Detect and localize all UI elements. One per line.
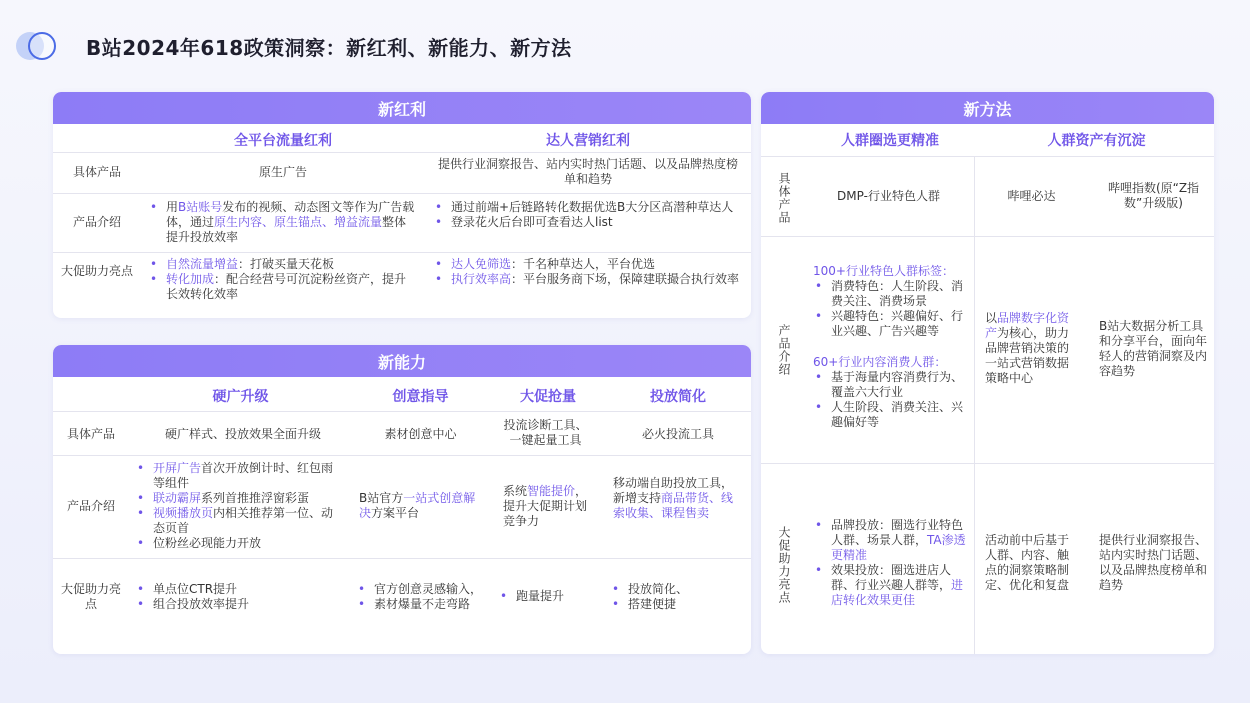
list-item: • 人生阶段、消费关注、兴趣偏好等 [813,400,973,430]
list-item: • 执行效率高：平台服务商下场，保障建联撮合执行效率 [433,272,745,287]
new-method-col2-title: 人群资产有沉淀 [1047,133,1146,149]
list-item: • 通过前端+后链路转化数据优选B大分区高潜种草达人 [433,200,745,215]
new-method-product-col2: 哔哩必达 [1007,189,1056,203]
list-item: • 达人免筛选：千名种草达人，平台优选 [433,257,745,272]
list-item: • 消费特色：人生阶段、消费关注、消费场景 [813,279,973,309]
list-item: • 跑量提升 [498,589,603,604]
new-ability-row-label-intro: 产品介绍 [66,499,115,513]
new-method-highlight-col3: 提供行业洞察报告、站内实时热门话题、以及品牌热度榜单和趋势 [1099,533,1208,592]
new-method-row-label-product: 具体产品 [777,172,791,224]
list-item: • 官方创意灵感输入， [356,582,496,597]
new-method-row-label-intro: 产品介绍 [777,324,791,376]
list-item: • 效果投放：圈选进店人群、行业兴趣人群等，进店转化效果更佳 [813,563,973,608]
new-ability-intro-col2: B站官方一站式创意解决方案平台 [359,491,476,520]
new-method-highlight-col1 [813,518,973,608]
list-item: • 视频播放页内相关推荐第一位、动态页首 [135,506,345,536]
new-bonus-highlight-col2 [433,257,745,287]
new-ability-row-label-highlight: 大促助力亮点 [60,582,121,611]
new-bonus-product-col1: 原生广告 [258,165,307,179]
new-method-product-col1: DMP-行业特色人群 [837,189,940,203]
new-method-card [761,92,1214,654]
list-item: • 基于海量内容消费行为、覆盖六大行业 [813,370,973,400]
new-ability-intro-col3: 系统智能提价，提升大促期计划竞争力 [503,484,588,528]
logo-icon [16,28,60,64]
new-method-intro-col3: B站大数据分析工具和分享平台，面向年轻人的营销洞察及内容趋势 [1099,319,1208,378]
new-bonus-product-col2: 提供行业洞察报告、站内实时热门话题、以及品牌热度榜单和趋势 [437,157,738,186]
new-ability-intro-col4: 移动端自助投放工具，新增支持商品带货、线索收集、课程售卖 [613,476,734,520]
new-ability-product-col1: 硬广样式、投放效果全面升级 [164,427,321,441]
new-ability-highlight-col2 [356,582,496,612]
list-item: • 转化加成：配合经营号可沉淀粉丝资产，提升长效转化效率 [148,272,418,302]
new-ability-intro-col1 [135,461,345,551]
new-bonus-row-label-product: 具体产品 [72,165,121,179]
new-bonus-row-label-highlight: 大促助力亮点 [60,264,133,278]
new-ability-highlight-col1 [135,582,345,612]
new-ability-col4-title: 投放简化 [650,389,706,405]
list-item: • 开屏广告首次开放倒计时、红包雨等组件 [135,461,345,491]
new-bonus-intro-col2 [433,200,745,230]
list-item: • 品牌投放：圈选行业特色人群、场景人群，TA渗透更精准 [813,518,973,563]
new-method-product-col3: 哔哩指数(原“Z指数”升级版) [1107,181,1200,210]
list-item: • 单点位CTR提升 [135,582,345,597]
list-item: • 投放简化、 [610,582,745,597]
new-bonus-col2-title: 达人营销红利 [546,133,630,149]
new-method-title: 新方法 [761,92,1214,124]
new-ability-col3-title: 大促抢量 [520,389,576,405]
new-ability-product-col3: 投流诊断工具、一键起量工具 [503,418,588,447]
new-ability-col2-title: 创意指导 [392,389,449,405]
new-bonus-col1-title: 全平台流量红利 [234,133,332,149]
new-method-col1-title: 人群圈选更精准 [841,133,939,149]
new-ability-product-col4: 必火投流工具 [641,427,714,441]
list-item: • 登录花火后台即可查看达人list [433,215,745,230]
new-ability-highlight-col3 [498,589,603,604]
new-method-intro-col2: 以品牌数字化资产为核心，助力品牌营销决策的一站式营销数据策略中心 [985,311,1070,385]
new-ability-product-col2: 素材创意中心 [384,427,457,441]
new-ability-title: 新能力 [53,345,751,377]
list-item: • 素材爆量不走弯路 [356,597,496,612]
new-method-row-label-highlight: 大促助力亮点 [777,526,791,604]
new-bonus-title: 新红利 [53,92,751,124]
new-method-intro-col1: 100+行业特色人群标签： • 消费特色：人生阶段、消费关注、消费场景 • 兴趣特色：兴趣偏好、行业兴趣、广告兴趣等 60+行业内容消费人群： • 基于海量内容消费行为、覆盖六大行业 • 人生阶段、消费关注、兴趣偏好等 [813,264,973,430]
new-ability-row-label-product: 具体产品 [66,427,115,441]
new-ability-card [53,345,751,654]
list-item: • 自然流量增益：打破买量天花板 [148,257,418,272]
list-item: • 搭建便捷 [610,597,745,612]
list-item: • 位粉丝必现能力开放 [135,536,345,551]
new-bonus-intro-col1: • 用B站账号发布的视频、动态图文等作为广告载体，通过原生内容、原生锚点、增益流量整体提升投放效率 [148,200,418,245]
list-item: • 联动霸屏系列首推推浮窗彩蛋 [135,491,345,506]
new-bonus-row-label-intro: 产品介绍 [72,215,121,229]
new-bonus-card [53,92,751,318]
new-ability-highlight-col4 [610,582,745,612]
list-item: • 组合投放效率提升 [135,597,345,612]
page-title: B站2024年618政策洞察：新红利、新能力、新方法 [86,35,572,60]
new-bonus-highlight-col1 [148,257,418,302]
new-ability-col1-title: 硬广升级 [212,389,269,405]
list-item: • 兴趣特色：兴趣偏好、行业兴趣、广告兴趣等 [813,309,973,339]
page-header [16,28,572,64]
new-method-highlight-col2: 活动前中后基于人群、内容、触点的洞察策略制定、优化和复盘 [985,533,1070,592]
